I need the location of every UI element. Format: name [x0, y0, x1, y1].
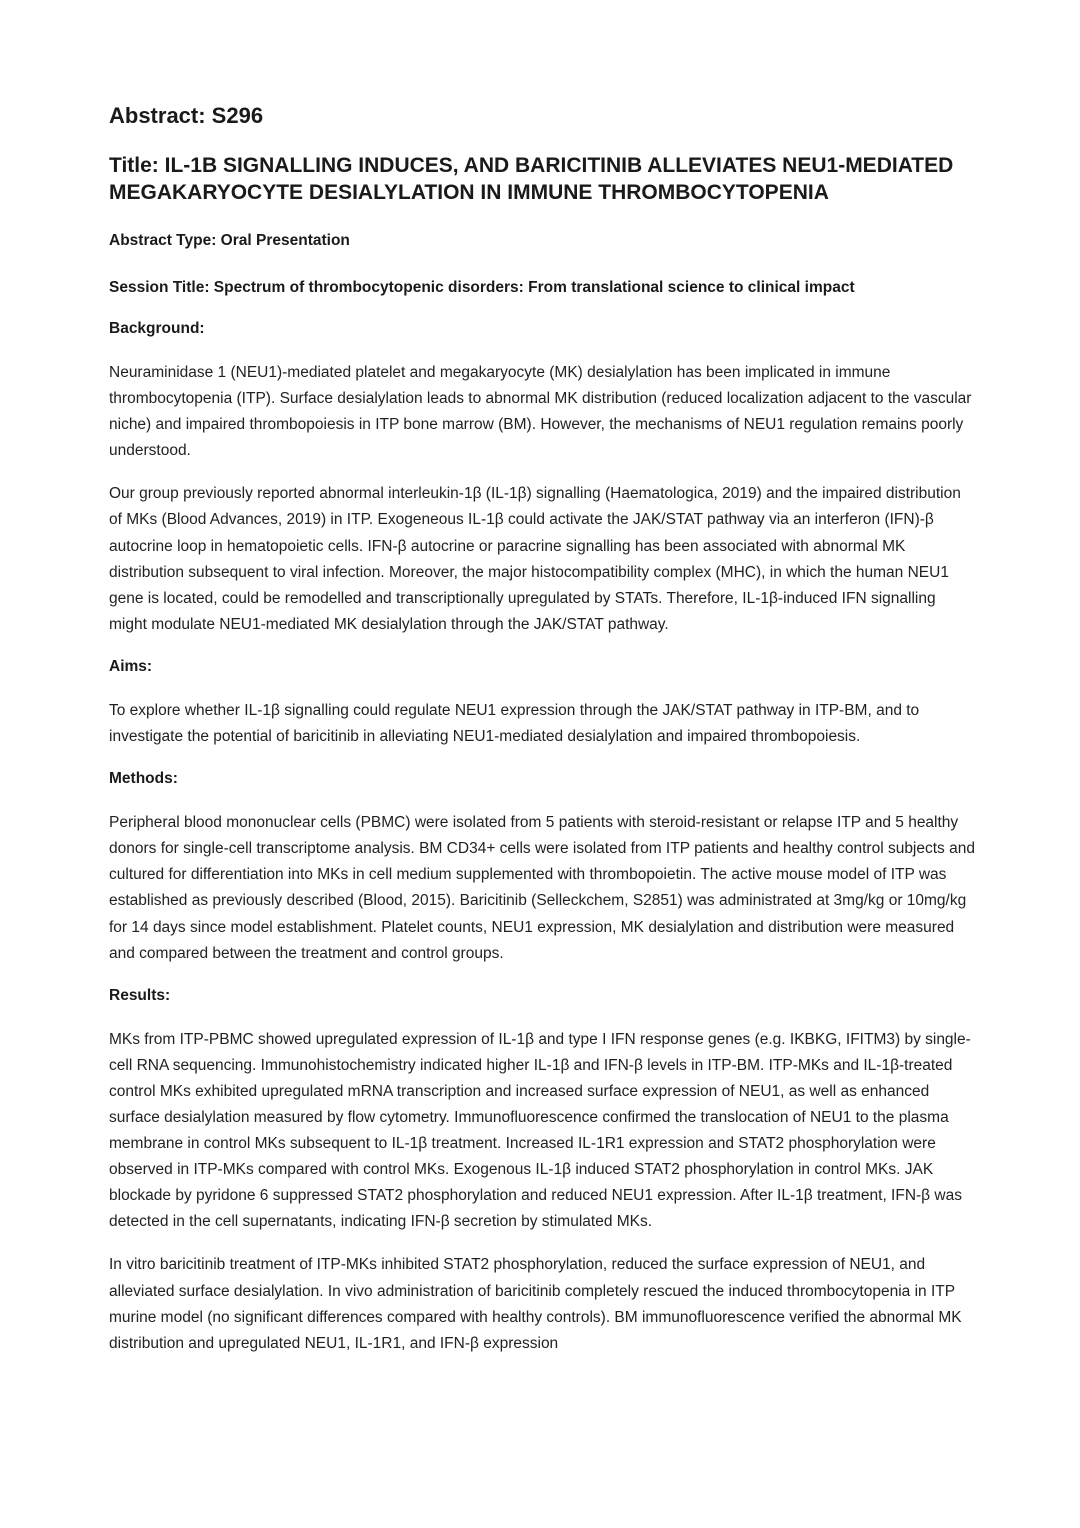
results-paragraph-2: In vitro baricitinib treatment of ITP-MKs inhibited STAT2 phosphorylation, reduced the surface expression of NEU1, and alleviated surface desialylation. In vivo administration of baricitinib completely rescued the induced thrombocytopenia in ITP murine model (no significant differences compared with healthy controls). BM immunofluorescence verified the abnormal MK distribution and upregulated NEU1, IL-1R1, and IFN-β expression [109, 1256, 962, 1352]
abstract-title: Title: IL-1B SIGNALLING INDUCES, AND BARICITINIB ALLEVIATES NEU1-MEDIATED MEGAKARYOCYTE DESIALYLATION IN IMMUNE THROMBOCYTOPENIA [109, 154, 954, 204]
methods-heading: Methods: [109, 770, 178, 788]
abstract-type: Abstract Type: Oral Presentation [109, 232, 350, 249]
background-heading: Background: [109, 320, 205, 337]
abstract-page [109, 100, 975, 1357]
methods-paragraph: Peripheral blood mononuclear cells (PBMC) were isolated from 5 patients with steroid-resistant or relapse ITP and 5 healthy donors for single-cell transcriptome analysis. BM CD34+ cells were isolated from ITP patients and healthy control subjects and cultured for differentiation into MKs in cell medium supplemented with thrombopoietin. The active mouse model of ITP was established as previously described (Blood, 2015). Baricitinib (Selleckchem, S2851) was administrated at 3mg/kg or 10mg/kg for 14 days since model establishment. Platelet counts, NEU1 expression, MK desialylation and distribution were measured and compared between the treatment and control groups. [109, 814, 975, 962]
aims-paragraph: To explore whether IL-1β signalling could regulate NEU1 expression through the JAK/STAT pathway in ITP-BM, and to investigate the potential of baricitinib in alleviating NEU1-mediated desialylation and impaired thrombopoiesis. [109, 701, 920, 746]
background-paragraph-2: Our group previously reported abnormal interleukin-1β (IL-1β) signalling (Haematologica, 2019) and the impaired distribution of MKs (Blood Advances, 2019) in ITP. Exogeneous IL-1β could activate the JAK/STAT pathway via an interferon (IFN)-β autocrine loop in hematopoietic cells. IFN-β autocrine or paracrine signalling has been associated with abnormal MK distribution subsequent to viral infection. Moreover, the major histocompatibility complex (MHC), in which the human NEU1 gene is located, could be remodelled and transcriptionally upregulated by STATs. Therefore, IL-1β-induced IFN signalling might modulate NEU1-mediated MK desialylation through the JAK/STAT pathway. [109, 485, 961, 633]
background-paragraph-1: Neuraminidase 1 (NEU1)-mediated platelet and megakaryocyte (MK) desialylation has been implicated in immune thrombocytopenia (ITP). Surface desialylation leads to abnormal MK distribution (reduced localization adjacent to the vascular niche) and impaired thrombopoiesis in ITP bone marrow (BM). However, the mechanisms of NEU1 regulation remains poorly understood. [109, 364, 972, 460]
abstract-id: Abstract: S296 [109, 103, 264, 128]
session-title: Session Title: Spectrum of thrombocytopenic disorders: From translational science to clinical impact [109, 279, 855, 296]
aims-heading: Aims: [109, 657, 153, 675]
results-heading: Results: [109, 986, 171, 1004]
results-paragraph-1: MKs from ITP-PBMC showed upregulated expression of IL-1β and type I IFN response genes (e.g. IKBKG, IFITM3) by single-cell RNA sequencing. Immunohistochemistry indicated higher IL-1β and IFN-β levels in ITP-BM. ITP-MKs and IL-1β-treated control MKs exhibited upregulated mRNA transcription and increased surface expression of NEU1, as well as enhanced surface desialylation measured by flow cytometry. Immunofluorescence confirmed the translocation of NEU1 to the plasma membrane in control MKs subsequent to IL-1β treatment. Increased IL-1R1 expression and STAT2 phosphorylation were observed in ITP-MKs compared with control MKs. Exogenous IL-1β induced STAT2 phosphorylation in control MKs. JAK blockade by pyridone 6 suppressed STAT2 phosphorylation and reduced NEU1 expression. After IL-1β treatment, IFN-β was detected in the cell supernatants, indicating IFN-β secretion by stimulated MKs. [109, 1030, 971, 1231]
